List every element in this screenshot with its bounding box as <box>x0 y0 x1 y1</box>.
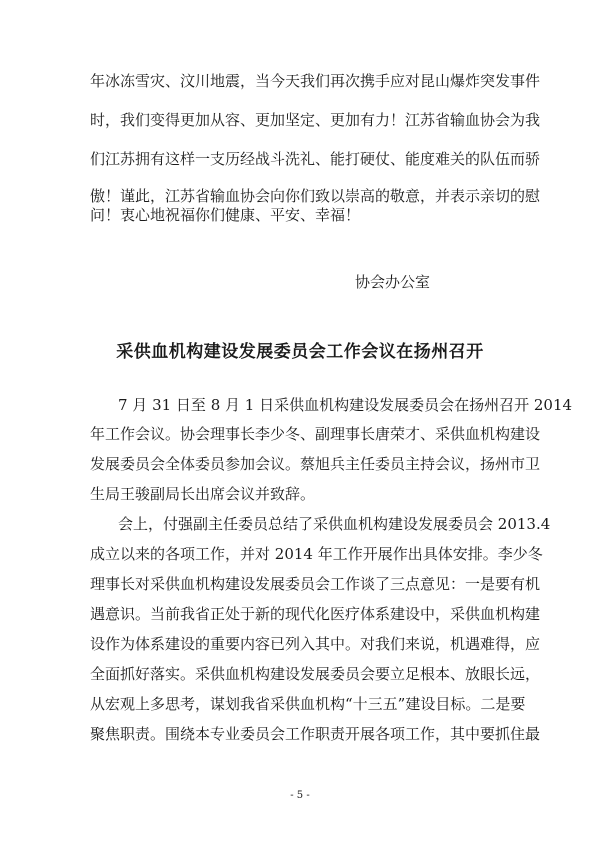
top-paragraph-line: 年冰冻雪灾、汶川地震，当今天我们再次携手应对昆山爆炸突发事件 <box>90 72 541 90</box>
paragraph2-line: 全面抓好落实。采供血机构建设发展委员会要立足根本、放眼长远， <box>90 665 541 683</box>
paragraph2-line: 会上，付强副主任委员总结了采供血机构建设发展委员会 2013.4 <box>118 515 551 533</box>
paragraph2-line: 遇意识。当前我省正处于新的现代化医疗体系建设中，采供血机构建 <box>90 605 541 623</box>
paragraph1-line: 7 月 31 日至 8 月 1 日采供血机构建设发展委员会在扬州召开 2014 <box>118 396 573 414</box>
paragraph1-line: 发展委员会全体委员参加会议。蔡旭兵主任委员主持会议，扬州市卫 <box>90 455 541 473</box>
top-paragraph-line: 问！衷心地祝福你们健康、平安、幸福！ <box>90 206 361 224</box>
article-title: 采供血机构建设发展委员会工作会议在扬州召开 <box>116 342 484 362</box>
paragraph2-line: 设作为体系建设的重要内容已列入其中。对我们来说，机遇难得，应 <box>90 635 541 653</box>
paragraph2-line: 理事长对采供血机构建设发展委员会工作谈了三点意见：一是要有机 <box>90 575 541 593</box>
top-paragraph-line: 们江苏拥有这样一支历经战斗洗礼、能打硬仗、能度难关的队伍而骄 <box>90 150 541 168</box>
paragraph1-line: 年工作会议。协会理事长李少冬、副理事长唐荣才、采供血机构建设 <box>90 425 541 443</box>
paragraph1-line: 生局王骏副局长出席会议并致辞。 <box>90 485 316 503</box>
paragraph2-line: 聚焦职责。围绕本专业委员会工作职责开展各项工作，其中要抓住最 <box>90 725 541 743</box>
page-number: - 5 - <box>290 790 310 801</box>
paragraph2-line: 从宏观上多思考，谋划我省采供血机构“十三五”建设目标。二是要 <box>90 695 526 713</box>
top-paragraph-line: 时，我们变得更加从容、更加坚定、更加有力！江苏省输血协会为我 <box>90 111 541 129</box>
paragraph2-line: 成立以来的各项工作，并对 2014 年工作开展作出具体安排。李少冬 <box>90 545 543 563</box>
top-paragraph-line: 傲！谨此，江苏省输血协会向你们致以崇高的敬意，并表示亲切的慰 <box>90 187 541 205</box>
signature-office: 协会办公室 <box>355 273 431 291</box>
